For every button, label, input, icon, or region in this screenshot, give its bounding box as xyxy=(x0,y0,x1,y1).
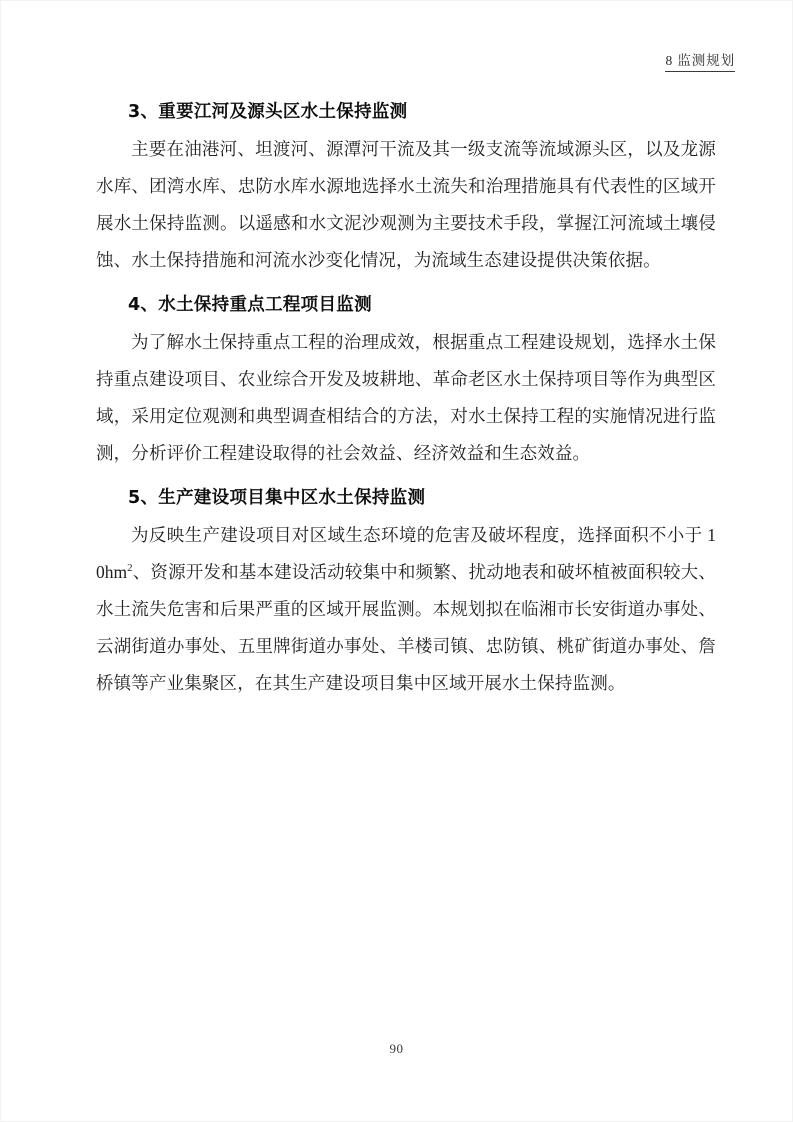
section-heading-3: 3、重要江河及源头区水土保持监测 xyxy=(128,102,408,122)
section-heading-4: 4、水土保持重点工程项目监测 xyxy=(128,295,372,315)
section-paragraph-5 xyxy=(96,517,716,702)
section-paragraph-5-part2: 、资源开发和基本建设活动较集中和频繁、扰动地表和破坏植被面积较大、水土流失危害和后果严重的区域开展监测。本规划拟在临湘市长安街道办事处、云湖街道办事处、五里牌街道办事处、羊楼司镇、忠防镇、桃矿街道办事处、詹桥镇等产业集聚区，在其生产建设项目集中区域开展水土保持监测。 xyxy=(96,562,716,693)
area-threshold-value: 10hm xyxy=(96,525,716,582)
section-paragraph-3: 主要在油港河、坦渡河、源潭河干流及其一级支流等流域源头区，以及龙源水库、团湾水库、忠防水库水源地选择水土流失和治理措施具有代表性的区域开展水土保持监测。以遥感和水文泥沙观测为主要技术手段，掌握江河流域土壤侵蚀、水土保持措施和河流水沙变化情况，为流域生态建设提供决策依据。 xyxy=(96,139,716,270)
page-number: 90 xyxy=(389,1041,404,1056)
page-header xyxy=(665,53,735,72)
document-body xyxy=(96,94,716,702)
page-header-title: 8 监测规划 xyxy=(665,54,735,72)
section-paragraph-4: 为了解水土保持重点工程的治理成效，根据重点工程建设规划，选择水土保持重点建设项目、农业综合开发及坡耕地、革命老区水土保持项目等作为典型区域，采用定位观测和典型调查相结合的方法，对水土保持工程的实施情况进行监测，分析评价工程建设取得的社会效益、经济效益和生态效益。 xyxy=(96,332,716,463)
area-threshold-exponent: 2 xyxy=(127,562,133,575)
section-paragraph-5-part1: 为反映生产建设项目对区域生态环境的危害及破坏程度，选择面积不小于 xyxy=(131,525,708,545)
section-heading-5: 5、生产建设项目集中区水土保持监测 xyxy=(128,488,426,508)
